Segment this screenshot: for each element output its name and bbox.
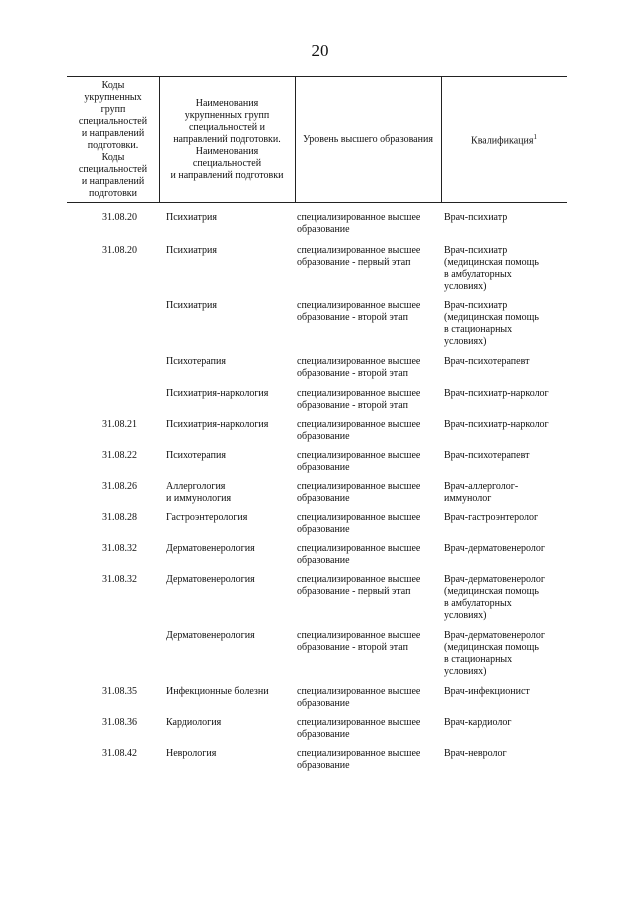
- row-qualification: Врач-психотерапевт: [444, 450, 530, 461]
- row-level: специализированное высшее образование - первый этап: [297, 245, 421, 268]
- row-code: 31.08.32: [102, 574, 137, 585]
- header-names: Наименования укрупненных групп специальностей и направлений подготовки. Наименования специальностей и направлений подготовки: [170, 97, 284, 181]
- row-qualification: Врач-дерматовенеролог: [444, 543, 545, 554]
- row-name: Гастроэнтерология: [166, 512, 248, 523]
- row-name: Психотерапия: [166, 356, 226, 367]
- row-level: специализированное высшее образование: [297, 717, 421, 740]
- row-name: Дерматовенерология: [166, 574, 255, 585]
- page-number: 20: [311, 41, 329, 60]
- row-qualification: Врач-психиатр (медицинская помощь в стационарных условиях): [444, 300, 539, 347]
- row-qualification: Врач-психиатр-нарколог: [444, 419, 549, 430]
- row-name: Психотерапия: [166, 450, 226, 461]
- row-name: Кардиология: [166, 717, 222, 728]
- row-level: специализированное высшее образование: [297, 512, 421, 535]
- row-level: специализированное высшее образование: [297, 543, 421, 566]
- row-code: 31.08.22: [102, 450, 137, 461]
- row-qualification: Врач-инфекционист: [444, 686, 530, 697]
- row-name: Дерматовенерология: [166, 543, 255, 554]
- header-codes: Коды укрупненных групп специальностей и направлений подготовки. Коды специальностей и направлений подготовки: [78, 79, 148, 199]
- row-code: 31.08.35: [102, 686, 137, 697]
- row-qualification: Врач-дерматовенеролог (медицинская помощь в стационарных условиях): [444, 630, 545, 677]
- header-qualification: Квалификация$^1$: [471, 133, 537, 147]
- row-code: 31.08.42: [102, 748, 137, 759]
- row-qualification: Врач-аллерголог- иммунолог: [444, 481, 519, 504]
- row-name: Психиатрия-наркология: [166, 388, 269, 399]
- row-name: Психиатрия: [166, 245, 217, 256]
- row-name: Аллергология и иммунология: [166, 481, 232, 504]
- row-level: специализированное высшее образование: [297, 450, 421, 473]
- row-qualification: Врач-психиатр-нарколог: [444, 388, 549, 399]
- row-level: специализированное высшее образование: [297, 212, 421, 235]
- row-name: Психиатрия-наркология: [166, 419, 269, 430]
- row-name: Инфекционные болезни: [166, 686, 269, 697]
- row-qualification: Врач-невролог: [444, 748, 507, 759]
- row-level: специализированное высшее образование - второй этап: [297, 388, 421, 411]
- row-qualification: Врач-психотерапевт: [444, 356, 530, 367]
- row-name: Неврология: [166, 748, 217, 759]
- row-qualification: Врач-психиатр (медицинская помощь в амбулаторных условиях): [444, 245, 539, 292]
- header-level: Уровень высшего образования: [303, 133, 433, 145]
- row-level: специализированное высшее образование - второй этап: [297, 630, 421, 653]
- row-qualification: Врач-гастроэнтеролог: [444, 512, 539, 523]
- row-name: Психиатрия: [166, 300, 217, 311]
- row-code: 31.08.20: [102, 212, 137, 223]
- row-code: 31.08.28: [102, 512, 137, 523]
- row-qualification: Врач-психиатр: [444, 212, 508, 223]
- row-level: специализированное высшее образование: [297, 481, 421, 504]
- row-level: специализированное высшее образование - второй этап: [297, 300, 421, 323]
- row-level: специализированное высшее образование - второй этап: [297, 356, 421, 379]
- row-code: 31.08.20: [102, 245, 137, 256]
- row-name: Дерматовенерология: [166, 630, 255, 641]
- row-code: 31.08.21: [102, 419, 137, 430]
- table-header: [67, 76, 567, 203]
- row-name: Психиатрия: [166, 212, 217, 223]
- row-code: 31.08.26: [102, 481, 137, 492]
- row-qualification: Врач-дерматовенеролог (медицинская помощь в амбулаторных условиях): [444, 574, 545, 621]
- row-level: специализированное высшее образование: [297, 419, 421, 442]
- row-qualification: Врач-кардиолог: [444, 717, 512, 728]
- row-code: 31.08.36: [102, 717, 137, 728]
- row-level: специализированное высшее образование: [297, 748, 421, 771]
- row-level: специализированное высшее образование - первый этап: [297, 574, 421, 597]
- row-level: специализированное высшее образование: [297, 686, 421, 709]
- row-code: 31.08.32: [102, 543, 137, 554]
